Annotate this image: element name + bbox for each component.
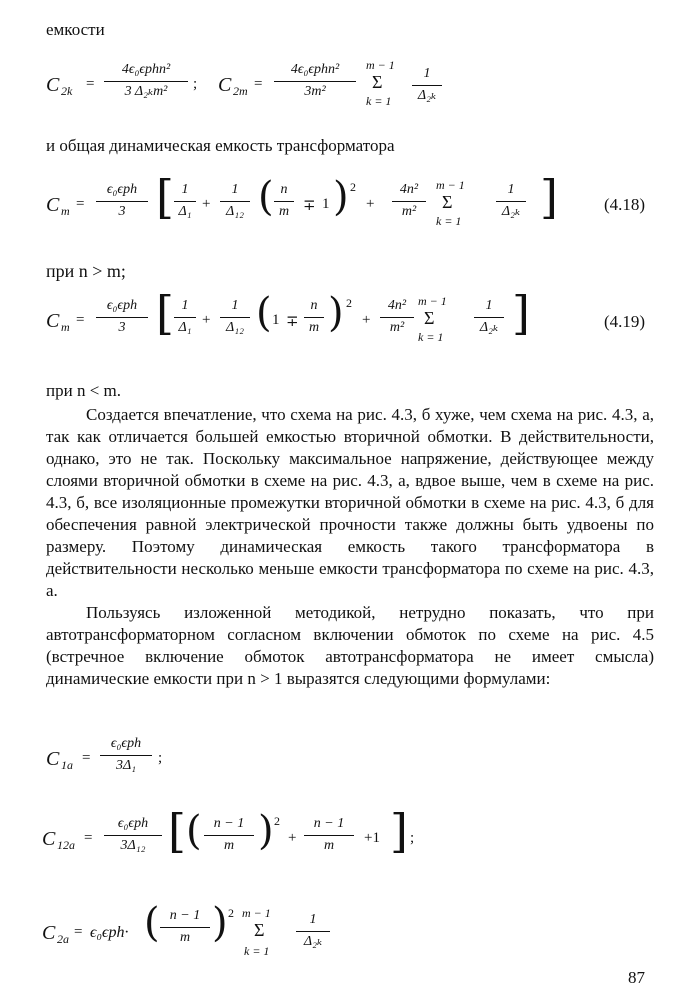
- c12a-frac2: [304, 816, 354, 854]
- c12a-frac2-num: n − 1: [313, 816, 345, 831]
- fraction-bar: [96, 201, 148, 202]
- fraction-bar: [160, 927, 210, 928]
- fraction-bar: [274, 201, 294, 202]
- condition-n-greater-m: при n > m;: [46, 261, 126, 281]
- eq419-lhs-sub: т: [61, 320, 70, 334]
- fraction-bar: [96, 317, 148, 318]
- eq419-frac3: [380, 298, 414, 336]
- eq418-frac2-den: Δ₁₂: [226, 204, 244, 219]
- eq418-minus-plus: ∓: [303, 198, 316, 214]
- c1a-lhs: C: [46, 748, 60, 770]
- body-text: [46, 404, 654, 690]
- eq418-frac3-den: m²: [401, 204, 417, 219]
- c12a-frac1-den: m: [223, 838, 235, 853]
- paragraph-1: Создается впечатление, что схема на рис. 4.3, б хуже, чем схема на рис. 4.3, а, так как отличается большей емкостью вторичной обмотки. В действительности, однако, это не так. Поскольку максимальное напряжение, действующее между слоями вторичной обмотки в схеме на рис. 4.3, а, вдвое выше, чем в схеме на рис. 4.3, б, все изоляционные промежутки вторичной обмотки в схеме на рис. 4.3, б для обеспечения равной электрической прочности также должны быть удвоены по размеру. Поэтому динамическая емкость такого трансформатора в действительности несколько меньше емкости трансформатора по схеме на рис. 4.3, а.: [46, 405, 654, 600]
- c12a-frac2-den: m: [323, 838, 335, 853]
- eq419-frac1-den: Δ₁: [178, 320, 192, 335]
- eq418-lhs-sub: т: [61, 204, 70, 218]
- eq419-sum-top: m − 1: [418, 294, 447, 308]
- text-total-capacity: и общая динамическая емкость трансформатора: [46, 136, 395, 155]
- c1a-fraction: [100, 736, 152, 774]
- c1a-numerator: ϵ₀ϵph: [110, 736, 142, 751]
- eq418-frac1-den: Δ₁: [178, 204, 192, 219]
- eq419-frac1: [174, 298, 196, 336]
- eq419-sum-sign: Σ: [424, 308, 435, 328]
- left-square-bracket: [: [156, 286, 174, 340]
- eq419-frac4-num: 1: [485, 298, 493, 313]
- c12a-separator: ;: [410, 830, 415, 846]
- fraction-bar: [296, 931, 330, 932]
- left-paren: (: [256, 290, 272, 336]
- c1a-lhs-sub: 1a: [61, 758, 73, 772]
- eq418-frac4-den: Δ₂ₖ: [501, 204, 521, 219]
- eq418-prefactor-den: 3: [118, 204, 126, 219]
- eq419-minus-plus: ∓: [286, 314, 299, 330]
- eq419-prefactor-den: 3: [118, 320, 126, 335]
- c2a-sum-sign: Σ: [254, 920, 265, 940]
- fraction-bar: [304, 317, 324, 318]
- fraction-bar: [220, 317, 250, 318]
- right-paren: ): [328, 290, 344, 336]
- c1a-denominator: 3Δ₁: [115, 758, 137, 773]
- c2t-lhs-sub: 2т: [233, 84, 248, 98]
- c12a-prefactor: [104, 816, 162, 854]
- eq418-equals: =: [76, 196, 85, 212]
- eq418-sum-sign: Σ: [442, 192, 453, 212]
- eq418-paren-num: n: [280, 182, 288, 197]
- right-paren: ): [212, 900, 228, 946]
- c12a-frac1-num: n − 1: [213, 816, 245, 831]
- eq418-plus-1: +: [202, 196, 211, 212]
- eq418-plus-2: +: [366, 196, 375, 212]
- equation-number-4-18: (4.18): [604, 195, 646, 214]
- c2a-paren-den: m: [179, 930, 191, 945]
- c12a-prefactor-den: 3Δ₁₂: [120, 838, 146, 853]
- condition-n-less-m: при n < m.: [46, 381, 122, 400]
- fraction-bar: [174, 317, 196, 318]
- left-paren: (: [258, 174, 274, 220]
- eq419-frac2-den: Δ₁₂: [226, 320, 244, 335]
- c1a-equals: =: [82, 750, 91, 766]
- fraction-bar: [174, 201, 196, 202]
- c12a-equals: =: [84, 830, 93, 846]
- left-paren: (: [186, 808, 202, 854]
- eq419-frac2-num: 1: [231, 298, 239, 313]
- c12a-lhs: C: [42, 828, 56, 850]
- c2t-tail-numerator: 1: [423, 66, 431, 81]
- eq419-frac3-den: m²: [389, 320, 405, 335]
- c12a-plus-one: +1: [364, 830, 380, 846]
- eq418-frac3-num: 4n²: [399, 182, 419, 197]
- equation-number-4-19: (4.19): [604, 312, 646, 331]
- c2a-lhs: C: [42, 922, 56, 944]
- fraction-bar: [474, 317, 504, 318]
- fraction-bar: [100, 755, 152, 756]
- eq419-sum-bottom: k = 1: [418, 330, 444, 344]
- fraction-bar: [304, 835, 354, 836]
- c2k-separator: ;: [193, 76, 198, 92]
- left-square-bracket: [: [156, 170, 174, 224]
- fraction-bar: [380, 317, 414, 318]
- eq418-frac1-num: 1: [181, 182, 189, 197]
- c2t-tail-denominator: Δ₂ₖ: [417, 88, 437, 103]
- right-paren: ): [333, 174, 349, 220]
- c2a-sum-bottom: k = 1: [244, 944, 270, 958]
- c12a-frac1: [204, 816, 254, 854]
- eq419-lhs: C: [46, 310, 60, 332]
- eq419-frac2: [220, 298, 250, 336]
- right-square-bracket: ]: [390, 804, 408, 858]
- fraction-bar: [496, 201, 526, 202]
- c2t-numerator: 4ϵ₀ϵphn²: [290, 62, 340, 77]
- eq418-frac4-num: 1: [507, 182, 515, 197]
- eq418-prefactor: [96, 182, 148, 220]
- c2a-paren-num: n − 1: [169, 908, 201, 923]
- fraction-bar: [392, 201, 426, 202]
- eq419-plus-2: +: [362, 312, 371, 328]
- eq418-frac4: [496, 182, 526, 220]
- c2a-tail-fraction: [296, 912, 330, 950]
- eq419-prefactor-num: ϵ₀ϵph: [106, 298, 138, 313]
- c2t-sum-sign: Σ: [372, 72, 383, 92]
- eq419-frac1-num: 1: [181, 298, 189, 313]
- fraction-bar: [204, 835, 254, 836]
- c2a-tail-num: 1: [309, 912, 317, 927]
- page-number: 87: [628, 968, 645, 987]
- c2t-equals: =: [254, 76, 263, 92]
- c2a-equals: =: [74, 924, 83, 940]
- eq418-exponent: 2: [350, 180, 356, 194]
- eq419-frac4: [474, 298, 504, 336]
- eq419-frac4-den: Δ₂ₖ: [479, 320, 499, 335]
- c2a-tail-den: Δ₂ₖ: [303, 934, 323, 949]
- fraction-bar: [220, 201, 250, 202]
- eq419-paren-den: m: [308, 320, 320, 335]
- c2t-sum-bottom: k = 1: [366, 94, 392, 108]
- eq419-frac3-num: 4n²: [387, 298, 407, 313]
- c12a-prefactor-num: ϵ₀ϵph: [117, 816, 149, 831]
- eq418-sum-top: m − 1: [436, 178, 465, 192]
- c2k-lhs-sub: 2k: [61, 84, 73, 98]
- fraction-bar: [104, 81, 188, 82]
- c2k-lhs: C: [46, 74, 60, 96]
- eq418-frac2: [220, 182, 250, 220]
- c2a-sum-top: m − 1: [242, 906, 271, 920]
- c2t-denominator: 3m²: [304, 84, 326, 99]
- eq419-paren-frac: [304, 298, 324, 336]
- eq418-prefactor-num: ϵ₀ϵph: [106, 182, 138, 197]
- c2a-paren-fraction: [160, 908, 210, 946]
- fraction-bar: [104, 835, 162, 836]
- c1a-separator: ;: [158, 750, 163, 766]
- left-square-bracket: [: [168, 804, 186, 858]
- c2k-denominator: 3 Δ₂ₖm²: [124, 84, 168, 99]
- fraction-bar: [412, 85, 442, 86]
- right-square-bracket: ]: [540, 170, 558, 224]
- eq418-paren-frac: [274, 182, 294, 220]
- eq419-plus-1: +: [202, 312, 211, 328]
- right-square-bracket: ]: [512, 286, 530, 340]
- right-paren: ): [258, 808, 274, 854]
- c12a-exponent: 2: [274, 814, 280, 828]
- c2a-lhs-sub: 2a: [57, 932, 69, 946]
- eq419-exponent: 2: [346, 296, 352, 310]
- eq419-paren-num: n: [310, 298, 318, 313]
- fraction-bar: [274, 81, 356, 82]
- c2a-factor: ϵ₀ϵph·: [90, 924, 129, 941]
- eq418-paren-den: m: [278, 204, 290, 219]
- c12a-plus: +: [288, 830, 297, 846]
- left-paren: (: [144, 900, 160, 946]
- c2k-fraction: [104, 62, 188, 100]
- eq419-equals: =: [76, 312, 85, 328]
- eq419-prefactor: [96, 298, 148, 336]
- c2t-lhs: C: [218, 74, 232, 96]
- c2k-equals: =: [86, 76, 95, 92]
- c2k-numerator: 4ϵ₀ϵphn²: [121, 62, 171, 77]
- paragraph-2: Пользуясь изложенной методикой, нетрудно показать, что при автотрансформаторном согласном включении обмоток по схеме на рис. 4.5 (встречное включение обмоток автотрансформатора не имеет смысла) динамические емкости при n > 1 выразятся следующими формулами:: [46, 603, 654, 688]
- c12a-lhs-sub: 12a: [57, 838, 75, 852]
- c2t-sum-top: m − 1: [366, 58, 395, 72]
- c2t-tail-fraction: [412, 66, 442, 104]
- eq418-frac3: [392, 182, 426, 220]
- eq418-one: 1: [322, 196, 330, 212]
- eq418-frac1: [174, 182, 196, 220]
- c2t-fraction: [274, 62, 356, 100]
- eq418-sum-bottom: k = 1: [436, 214, 462, 228]
- eq418-lhs: C: [46, 194, 60, 216]
- heading-word: емкости: [46, 20, 105, 39]
- eq419-one: 1: [272, 312, 280, 328]
- eq418-frac2-num: 1: [231, 182, 239, 197]
- c2a-exponent: 2: [228, 906, 234, 920]
